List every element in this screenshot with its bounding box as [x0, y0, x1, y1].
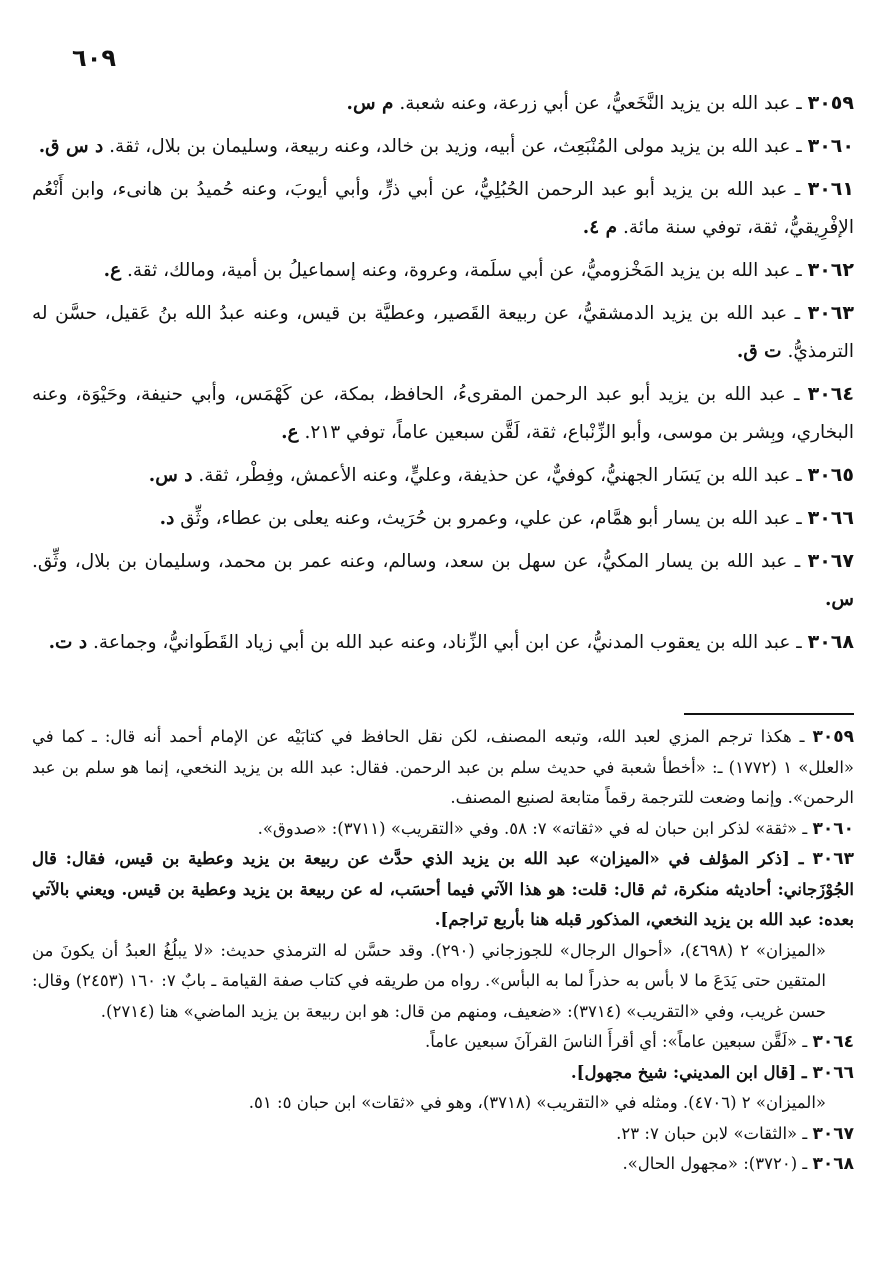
entry-number: ٣٠٦٢: [807, 259, 854, 281]
footnote-separator: [684, 713, 854, 715]
entry: [32, 542, 854, 619]
footnote-text: ـ «ثقة» لذكر ابن حبان له في «ثقاته» ٧: ٥٨. وفي «التقريب» (٣٧١١): «صدوق».: [257, 818, 808, 838]
entry-text: ـ عبد الله بن يزيد أبو عبد الرحمن الحُبُلِيُّ، عن أبي ذرٍّ، وأبي أيوبَ، وعنه حُميدُ بن هانىء، وابن أَنْعُم الإفْرِيقيُّ، ثقة، توفي سنة مائة.: [32, 179, 854, 238]
page-number: ٦٠٩: [72, 44, 116, 72]
entry-number: ٣٠٦٠: [807, 135, 854, 157]
entry-symbols: ع.: [103, 260, 122, 281]
entries-list: [32, 84, 854, 666]
entry-text: ـ عبد الله بن يزيد المَخْزوميُّ، عن أبي سلَمة، وعروة، وعنه إسماعيلُ بن أمية، ومالك، ثقة.: [127, 260, 802, 281]
entry-text: ـ عبد الله بن يعقوب المدنيُّ، عن ابن أبي الزِّناد، وعنه عبد الله بن أبي زياد القَطَوانيُّ، وجماعة.: [93, 632, 802, 653]
entry-number: ٣٠٦٦: [807, 507, 854, 529]
footnote-continuation: [32, 936, 854, 1028]
entry-text: ـ عبد الله بن يزيد النَّخَعيُّ، عن أبي زرعة، وعنه شعبة.: [399, 93, 802, 114]
entry-text: ـ عبد الله بن يَسَار الجهنيُّ، كوفيٌّ، عن حذيفة، وعليٍّ، وعنه الأعمش، وفِطْر، ثقة.: [198, 465, 802, 486]
entry-number: ٣٠٥٩: [807, 92, 854, 114]
entry: [32, 456, 854, 495]
entry-symbols: د ت.: [48, 632, 88, 653]
entry-symbols: د.: [159, 508, 175, 529]
entry-number: ٣٠٦٨: [807, 631, 854, 653]
footnote: [32, 1058, 854, 1089]
entry-symbols: ت ق.: [736, 341, 782, 362]
entry-symbols: م س.: [346, 93, 394, 114]
entry-number: ٣٠٦١: [807, 178, 854, 200]
footnote-number: ٣٠٥٩: [812, 727, 855, 747]
footnotes: [32, 722, 854, 1180]
entry-number: ٣٠٦٥: [807, 464, 854, 486]
entry-text: ـ عبد الله بن يزيد مولى المُنْبَعِث، عن أبيه، وزيد بن خالد، وعنه ربيعة، وسليمان بن بلال، ثقة.: [109, 136, 802, 157]
footnote-number: ٣٠٦٠: [812, 818, 854, 839]
entry-symbols: س.: [824, 589, 854, 610]
entry-symbols: م ٤.: [582, 217, 618, 238]
entry: [32, 84, 854, 123]
entry-text: ـ عبد الله بن يزيد أبو عبد الرحمن المقرىءُ، الحافظ، بمكة، عن كَهْمَس، وأبي حنيفة، وحَيْوَة، وعنه البخاري، وبِشر بن موسى، وأبو الزِّنْباع، ثقة، لَقَّن سبعين عاماً، توفي ٢١٣.: [32, 384, 854, 443]
footnote: [32, 814, 854, 845]
footnote-text: ـ «الثقات» لابن حبان ٧: ٢٣.: [616, 1123, 808, 1143]
entry: [32, 623, 854, 662]
entry-symbols: د س ق.: [38, 136, 104, 157]
footnote: [32, 1119, 854, 1150]
footnote-text: «الميزان» ٢ (٤٦٩٨)، «أحوال الرجال» للجوزجاني (٢٩٠). وقد حسَّن له الترمذي حديث: «لا يبلُغُ العبدُ أن يكونَ من المتقين حتى يَدَعَ ما لا بأس به حذراً لما به البأس». رواه من طريقه في كتاب صفة القيامة ـ بابٌ ٧: ١٦٠ (٢٤٥٣) وقال: حسن غريب، وفي «التقريب» (٣٧١٤): «ضعيف، ومنهم من قال: هو ابن ربيعة بن يزيد الماضي» هنا (٢٧١٤).: [32, 940, 827, 1021]
entry-number: ٣٠٦٣: [807, 302, 854, 324]
footnote-text: ـ [ذكر المؤلف في «الميزان» عبد الله بن يزيد الذي حدَّث عن ربيعة بن يزيد وعطية بن قيس، فقال: قال الجُوْزَجاني: أحاديثه منكرة، ثم قال: قلت: هو هذا الآتي فيما أحسَب، له عن ربيعة بن يزيد وعطية بن قيس. ويعني بالآتي بعده: عبد الله بن يزيد النخعي، المذكور قبله هنا بأربع تراجم].: [32, 849, 854, 929]
footnote-number: ٣٠٦٨: [812, 1154, 854, 1174]
footnote-number: ٣٠٦٦: [812, 1062, 854, 1083]
footnote: [32, 722, 854, 814]
entry-text: ـ عبد الله بن يزيد الدمشقيُّ، عن ربيعة القَصير، وعطيَّة بن قيس، وعنه عبدُ الله بنُ عَقيل، حسَّن له الترمذيُّ.: [32, 303, 854, 362]
entry: [32, 251, 854, 290]
entry-symbols: ع.: [281, 422, 299, 443]
entry-number: ٣٠٦٤: [807, 383, 854, 405]
footnote-text: ـ (٣٧٢٠): «مجهول الحال».: [622, 1154, 808, 1173]
footnote: [32, 1027, 854, 1058]
entry: [32, 170, 854, 247]
footnote-text: «الميزان» ٢ (٤٧٠٦). ومثله في «التقريب» (٣٧١٨)، وهو في «ثقات» ابن حبان ٥: ٥١.: [248, 1093, 826, 1112]
entry-text: ـ عبد الله بن يسار المكيُّ، عن سهل بن سعد، وسالم، وعنه عمر بن محمد، وسليمان بن بلال، وثِّق.: [32, 551, 801, 572]
footnote-number: ٣٠٦٤: [812, 1032, 854, 1052]
footnote-text: ـ هكذا ترجم المزي لعبد الله، وتبعه المصنف، لكن نقل الحافظ في كتابَيْه عن الإمام أحمد أنه قال: ـ كما في «العلل» ١ (١٧٧٢) ـ: «أخطأ شعبة في حديث سلم بن عبد الرحمن. فقال: عبد الله بن يزيد النخعي، إنما هو سلم بن عبد الرحمن». وإنما وضعت للترجمة رقماً متابعة لصنيع المصنف.: [32, 727, 854, 807]
entry: [32, 499, 854, 538]
footnote-number: ٣٠٦٣: [812, 849, 854, 869]
entry-number: ٣٠٦٧: [807, 550, 854, 572]
footnote: [32, 844, 854, 936]
footnote-text: ـ [قال ابن المديني: شيخ مجهول].: [570, 1062, 807, 1082]
footnote-continuation: [32, 1088, 854, 1119]
entry: [32, 127, 854, 166]
entry-text: ـ عبد الله بن يسار أبو همَّام، عن علي، وعمرو بن حُرَيث، وعنه يعلى بن عطاء، وثِّق: [180, 508, 802, 529]
footnote-text: ـ «لَقَّن سبعين عاماً»: أي أقرأَ الناسَ القرآنَ سبعين عاماً.: [425, 1032, 808, 1051]
footnote-number: ٣٠٦٧: [812, 1123, 854, 1144]
entry: [32, 294, 854, 371]
footnote: [32, 1149, 854, 1180]
entry: [32, 375, 854, 452]
entry-symbols: د س.: [148, 465, 193, 486]
